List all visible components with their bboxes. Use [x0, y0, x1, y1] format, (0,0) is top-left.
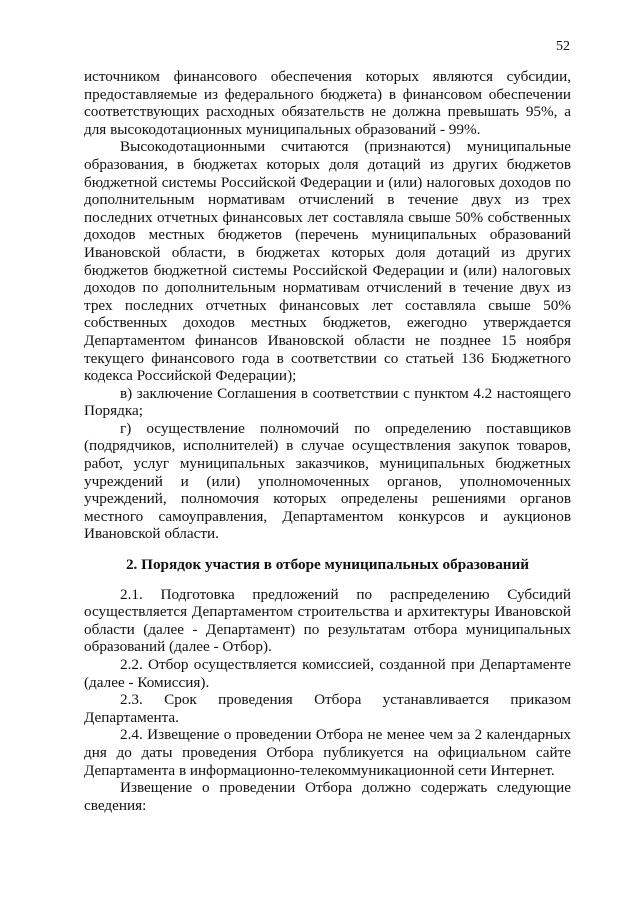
page-number: 52 [556, 39, 570, 54]
paragraph-notice-contents: Извещение о проведении Отбора должно содержать следующие сведения: [84, 779, 571, 814]
paragraph-2-1: 2.1. Подготовка предложений по распределению Субсидий осуществляется Департаментом строительства и архитектуры Ивановской области (далее - Департамент) по результатам отбора муниципальных образований (далее - Отбор). [84, 585, 571, 656]
paragraph-high-subsidy-definition: Высокодотационными считаются (признаются) муниципальные образования, в бюджетах которых доля дотаций из других бюджетов бюджетной системы Российской Федерации и (или) налоговых доходов по дополнительным нормативам отчислений в течение двух из трех последних отчетных финансовых лет составляла свыше 50% собственных доходов местных бюджетов (перечень муниципальных образований Ивановской области, в бюджетах которых доля дотаций из других бюджетов бюджетной системы Российской Федерации и (или) налоговых доходов по дополнительным нормативам отчислений в течение двух из трех последних отчетных финансовых лет составляла свыше 50% собственных доходов местных бюджетов, ежегодно утверждается Департаментом финансов Ивановской области не позднее 15 ноября текущего финансового года в соответствии со статьей 136 Бюджетного кодекса Российской Федерации); [84, 138, 571, 385]
paragraph-item-v: в) заключение Соглашения в соответствии с пунктом 4.2 настоящего Порядка; [84, 384, 571, 420]
document-body [84, 68, 571, 814]
paragraph-funding-share: источником финансового обеспечения которых являются субсидии, предоставляемые из федерального бюджета) в финансовом обеспечении соответствующих расходных обязательств не должна превышать 95%, а для высокодотационных муниципальных образований - 99%. [84, 68, 571, 138]
paragraph-2-4: 2.4. Извещение о проведении Отбора не менее чем за 2 календарных дня до даты проведения Отбора публикуется на официальном сайте Департамента в информационно-телекоммуникационной сети Интернет. [84, 726, 571, 779]
paragraph-2-3: 2.3. Срок проведения Отбора устанавливается приказом Департамента. [84, 691, 571, 726]
paragraph-2-2: 2.2. Отбор осуществляется комиссией, созданной при Департаменте (далее - Комиссия). [84, 656, 571, 691]
paragraph-item-g: г) осуществление полномочий по определению поставщиков (подрядчиков, исполнителей) в случае осуществления закупок товаров, работ, услуг муниципальных заказчиков, муниципальных бюджетных учреждений и (или) уполномоченных органов, уполномоченных учреждений, полномочия которых определены решениями органов местного самоуправления, Департаментом конкурсов и аукционов Ивановской области. [84, 419, 571, 543]
section-heading: 2. Порядок участия в отборе муниципальных образований [125, 556, 530, 574]
